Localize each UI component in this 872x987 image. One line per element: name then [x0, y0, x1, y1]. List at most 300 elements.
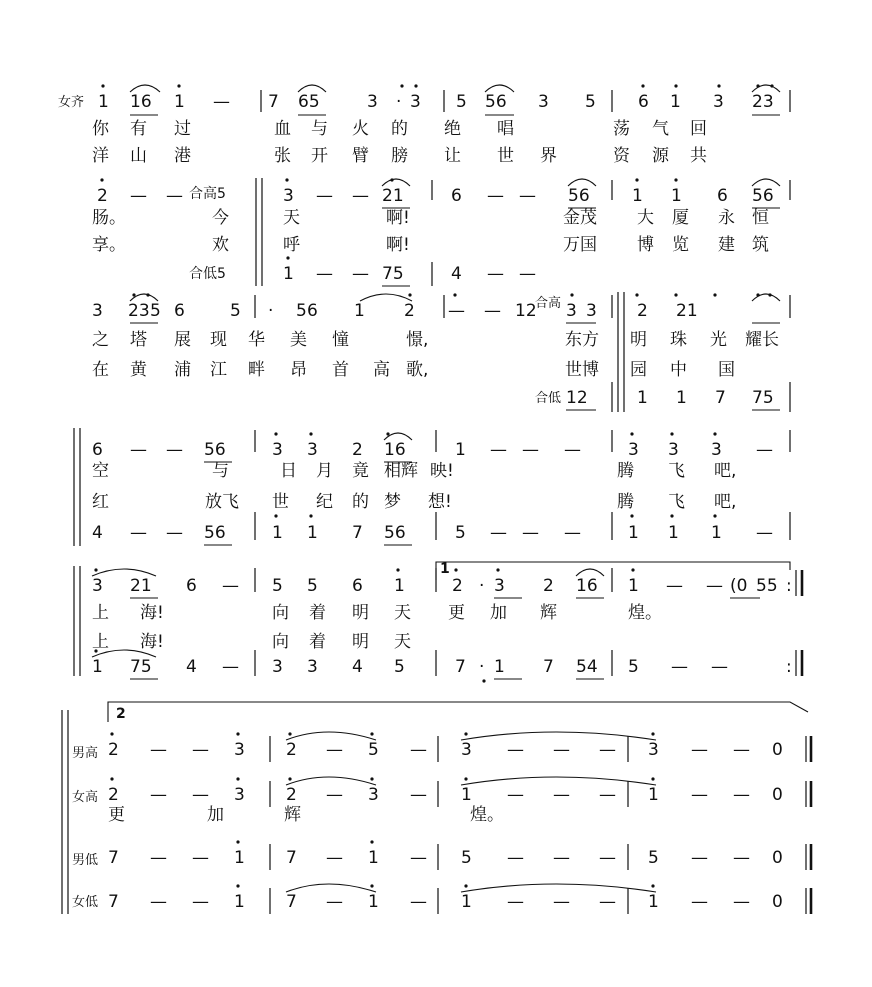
note: : — [786, 576, 792, 596]
note: — — [410, 740, 427, 760]
octave-dot — [770, 84, 773, 87]
note: — — [553, 740, 570, 760]
note: — — [410, 892, 427, 912]
lyric-syllable: 憧 — [332, 330, 349, 350]
octave-dot — [110, 777, 113, 780]
note: — — [484, 301, 501, 321]
note: 1 — [394, 576, 405, 596]
note: 5 — [307, 576, 318, 596]
note: · — [479, 657, 485, 677]
octave-dot — [101, 84, 104, 87]
note: — — [213, 92, 230, 112]
note: — — [599, 740, 616, 760]
lyric-syllable: 过 — [174, 119, 191, 139]
lyric-syllable: 着 — [309, 603, 326, 623]
lyric-syllable: 竟 — [352, 461, 369, 481]
note: 3 — [307, 440, 318, 460]
note: — — [691, 740, 708, 760]
note: — — [130, 440, 147, 460]
note: — — [326, 740, 343, 760]
note: 21 — [130, 576, 152, 596]
octave-dot — [717, 84, 720, 87]
note: 3 — [367, 92, 378, 112]
octave-dot — [285, 178, 288, 181]
note: — — [316, 186, 333, 206]
note: — — [671, 657, 688, 677]
octave-dot — [309, 432, 312, 435]
lyric-syllable: 恒 — [752, 208, 769, 228]
note: — — [519, 264, 536, 284]
note: — — [564, 440, 581, 460]
note: — — [507, 785, 524, 805]
note: — — [326, 892, 343, 912]
note: — — [316, 264, 333, 284]
note: 56 — [384, 523, 406, 543]
lyric-syllable: 中 — [670, 360, 687, 380]
octave-dot — [146, 293, 149, 296]
tie — [461, 777, 656, 785]
note: — — [553, 785, 570, 805]
lyric-syllable: 加 — [490, 603, 507, 623]
lyric-syllable: 塔 — [130, 330, 147, 350]
note: — — [487, 186, 504, 206]
lyric-syllable: 资 — [613, 146, 630, 166]
note: 7 — [268, 92, 279, 112]
note: — — [410, 848, 427, 868]
lyric-syllable: 张 — [274, 146, 291, 166]
lyric-syllable: 憬, — [406, 330, 429, 350]
note: · — [479, 576, 485, 596]
tie — [286, 777, 376, 785]
note: 6 — [307, 301, 318, 321]
note: 2 — [97, 186, 108, 206]
note: 54 — [576, 657, 598, 677]
note: 1 — [494, 657, 505, 677]
note: 23 — [752, 92, 774, 112]
note: — — [519, 186, 536, 206]
part-label: 合低 — [535, 391, 562, 406]
note: 5 — [368, 740, 379, 760]
note: 3 — [668, 440, 679, 460]
lyric-syllable: 洋 — [92, 146, 109, 166]
octave-dot — [236, 732, 239, 735]
note: 6 — [717, 186, 728, 206]
note: — — [691, 892, 708, 912]
lyric-syllable: 厦 — [672, 208, 689, 228]
octave-dot — [464, 732, 467, 735]
lyric-syllable: 绝 — [444, 119, 461, 139]
note: 3 — [283, 186, 294, 206]
lyric-syllable: 园 — [630, 360, 647, 380]
note: · — [268, 301, 274, 321]
lyric-syllable: 今 — [212, 208, 229, 228]
note: 16 — [384, 440, 406, 460]
lyric-syllable: 与 — [311, 119, 328, 139]
note: 1 — [648, 785, 659, 805]
lyric-syllable: 梦 — [384, 492, 401, 512]
part-label: 女高 — [72, 790, 99, 805]
note: 5 — [230, 301, 241, 321]
octave-dot — [464, 777, 467, 780]
lyric-syllable: 回 — [690, 119, 707, 139]
octave-dot — [670, 514, 673, 517]
note: 7 — [286, 892, 297, 912]
lyric-syllable: 在 — [92, 360, 109, 380]
slur — [298, 85, 326, 92]
lyric-syllable: 国 — [718, 360, 735, 380]
note: 5 — [394, 657, 405, 677]
note: 21 — [676, 301, 698, 321]
lyric-syllable: 欢 — [212, 235, 229, 255]
note: 3 — [92, 301, 103, 321]
lyric-syllable: 想! — [428, 492, 452, 512]
octave-dot — [94, 568, 97, 571]
note: 4 — [186, 657, 197, 677]
note: 1 — [628, 523, 639, 543]
tie — [286, 884, 376, 892]
note: 16 — [576, 576, 598, 596]
note: 2 — [543, 576, 554, 596]
note: 7 — [715, 388, 726, 408]
note: 5 — [150, 301, 161, 321]
note: — — [150, 892, 167, 912]
note: 5 — [628, 657, 639, 677]
note: 6 — [638, 92, 649, 112]
lyric-syllable: 享。 — [92, 235, 126, 255]
note: 5 — [461, 848, 472, 868]
note: 3 — [566, 301, 577, 321]
note: — — [448, 301, 465, 321]
octave-dot — [386, 432, 389, 435]
note: 1 — [307, 523, 318, 543]
octave-dot — [309, 514, 312, 517]
lyric-syllable: 辉 — [284, 805, 301, 825]
note: — — [507, 848, 524, 868]
lyric-syllable: 臂 — [352, 146, 369, 166]
note: 5 — [648, 848, 659, 868]
note: 2 — [108, 740, 119, 760]
note: 7 — [455, 657, 466, 677]
octave-dot — [177, 84, 180, 87]
lyric-syllable: 腾 — [617, 461, 634, 481]
note: 1 — [637, 388, 648, 408]
note: — — [150, 785, 167, 805]
note: — — [553, 848, 570, 868]
note: 0 — [772, 848, 783, 868]
note: 3 — [586, 301, 597, 321]
note: — — [522, 440, 539, 460]
octave-dot — [713, 514, 716, 517]
lyric-syllable: 浦 — [174, 360, 191, 380]
lyric-syllable: 界 — [540, 146, 557, 166]
note: 2 — [286, 740, 297, 760]
octave-dot — [370, 732, 373, 735]
octave-dot — [370, 777, 373, 780]
note: 55 — [756, 576, 778, 596]
note: — — [222, 576, 239, 596]
note: — — [711, 657, 728, 677]
note: 6 — [352, 576, 363, 596]
lyric-syllable: 火 — [352, 119, 369, 139]
note: — — [192, 848, 209, 868]
note: — — [599, 785, 616, 805]
note: 6 — [186, 576, 197, 596]
note: — — [490, 523, 507, 543]
note: 5 — [456, 92, 467, 112]
octave-dot — [288, 777, 291, 780]
note: 56 — [485, 92, 507, 112]
note: 3 — [628, 440, 639, 460]
note: — — [487, 264, 504, 284]
note: 1 — [174, 92, 185, 112]
octave-dot — [464, 884, 467, 887]
slur — [382, 179, 410, 186]
note: — — [666, 576, 683, 596]
octave-dot — [496, 568, 499, 571]
note: 12 — [566, 388, 588, 408]
note: — — [326, 785, 343, 805]
lyric-syllable: 荡 — [613, 119, 630, 139]
octave-dot — [396, 568, 399, 571]
note: 0 — [772, 892, 783, 912]
note: — — [352, 264, 369, 284]
note: 5 — [296, 301, 307, 321]
lyric-syllable: 唱 — [497, 119, 514, 139]
lyric-syllable: 明 — [352, 603, 369, 623]
octave-dot — [768, 293, 771, 296]
lyric-syllable: 放飞 — [205, 492, 239, 512]
octave-dot — [408, 293, 411, 296]
note: 4 — [92, 523, 103, 543]
note: — — [192, 785, 209, 805]
octave-dot — [236, 884, 239, 887]
note: 3 — [538, 92, 549, 112]
lyric-syllable: 有 — [130, 119, 147, 139]
lyric-syllable: 纪 — [316, 492, 333, 512]
lyric-syllable: 天 — [394, 603, 411, 623]
octave-dot — [370, 884, 373, 887]
lyric-syllable: 日 — [280, 461, 297, 481]
note: 1 — [632, 186, 643, 206]
part-label: 女低 — [72, 895, 99, 910]
note: 2 — [108, 785, 119, 805]
note: — — [522, 523, 539, 543]
note: : — [786, 657, 792, 677]
note: 3 — [648, 740, 659, 760]
note: 1 — [368, 892, 379, 912]
note: 16 — [130, 92, 152, 112]
octave-dot — [674, 293, 677, 296]
lyric-syllable: 东方 — [565, 330, 599, 350]
note: — — [507, 892, 524, 912]
note: 1 — [670, 92, 681, 112]
lyric-syllable: 啊! — [386, 208, 410, 228]
note: 3 — [368, 785, 379, 805]
note: — — [222, 657, 239, 677]
note: 7 — [108, 892, 119, 912]
note: — — [166, 186, 183, 206]
octave-dot — [236, 840, 239, 843]
note: 75 — [130, 657, 152, 677]
note: — — [564, 523, 581, 543]
lyric-syllable: 现 — [210, 330, 227, 350]
octave-dot — [482, 679, 485, 682]
octave-dot — [390, 178, 393, 181]
note: — — [733, 848, 750, 868]
octave-dot — [674, 84, 677, 87]
octave-dot — [713, 432, 716, 435]
octave-dot — [635, 178, 638, 181]
lyric-syllable: 与 — [212, 461, 229, 481]
tie — [461, 732, 656, 740]
part-label: 合低5 — [189, 266, 226, 282]
lyric-syllable: 飞 — [668, 461, 685, 481]
octave-dot — [453, 293, 456, 296]
octave-dot — [286, 256, 289, 259]
lyric-syllable: 上 — [92, 632, 109, 652]
lyric-syllable: 向 — [272, 632, 289, 652]
note: 5 — [272, 576, 283, 596]
slur — [752, 85, 780, 92]
note: 1 — [671, 186, 682, 206]
note: — — [410, 785, 427, 805]
lyric-syllable: 天 — [283, 208, 300, 228]
note: 56 — [204, 440, 226, 460]
lyric-syllable: 美 — [290, 330, 307, 350]
lyric-syllable: 世 — [497, 146, 514, 166]
lyric-syllable: 共 — [690, 146, 707, 166]
tie — [461, 884, 656, 892]
octave-dot — [110, 732, 113, 735]
lyric-syllable: 气 — [652, 119, 669, 139]
note: 1 — [92, 657, 103, 677]
lyric-syllable: 更 — [448, 603, 465, 623]
slur — [485, 85, 514, 92]
slur — [568, 179, 596, 186]
lyric-syllable: 月 — [316, 461, 333, 481]
octave-dot — [370, 840, 373, 843]
octave-dot — [756, 293, 759, 296]
note: 3 — [711, 440, 722, 460]
slur — [92, 569, 156, 576]
note: 1 — [628, 576, 639, 596]
lyric-syllable: 耀 — [745, 330, 762, 350]
note: — — [166, 523, 183, 543]
slur — [360, 294, 412, 301]
note: — — [192, 740, 209, 760]
octave-dot — [713, 293, 716, 296]
note: 2 — [352, 440, 363, 460]
lyric-syllable: 筑 — [752, 235, 769, 255]
note: 1 — [354, 301, 365, 321]
lyric-syllable: 博 — [637, 235, 654, 255]
note: 1 — [234, 848, 245, 868]
lyric-syllable: 大 — [637, 208, 654, 228]
note: — — [733, 785, 750, 805]
note: 21 — [382, 186, 404, 206]
note: — — [691, 848, 708, 868]
note: 1 — [711, 523, 722, 543]
lyric-syllable: 腾 — [617, 492, 634, 512]
lyric-syllable: 的 — [391, 119, 408, 139]
octave-dot — [454, 568, 457, 571]
note: 3 — [272, 657, 283, 677]
note: 12 — [515, 301, 537, 321]
octave-dot — [570, 293, 573, 296]
note: — — [166, 440, 183, 460]
note: — — [130, 186, 147, 206]
note: 23 — [128, 301, 150, 321]
note: 1 — [234, 892, 245, 912]
lyric-syllable: 世博 — [565, 360, 599, 380]
part-label: 男低 — [72, 853, 99, 868]
part-label: 合高 — [535, 296, 562, 311]
note: — — [733, 892, 750, 912]
note: — — [352, 186, 369, 206]
note: 3 — [92, 576, 103, 596]
octave-dot — [414, 84, 417, 87]
octave-dot — [651, 732, 654, 735]
note: 56 — [568, 186, 590, 206]
lyric-syllable: 建 — [718, 235, 735, 255]
lyric-syllable: 煌。 — [470, 805, 504, 825]
lyric-syllable: 着 — [309, 632, 326, 652]
lyric-syllable: 映! — [430, 461, 454, 481]
lyric-syllable: 更 — [108, 805, 125, 825]
note: — — [756, 523, 773, 543]
note: 65 — [298, 92, 320, 112]
note: 0 — [772, 740, 783, 760]
lyric-syllable: 江 — [210, 360, 227, 380]
note: 1 — [676, 388, 687, 408]
note: 1 — [283, 264, 294, 284]
lyric-syllable: 煌。 — [628, 603, 662, 623]
note: 7 — [108, 848, 119, 868]
octave-dot — [674, 178, 677, 181]
note: — — [733, 740, 750, 760]
lyric-syllable: 歌, — [406, 360, 429, 380]
note: 3 — [307, 657, 318, 677]
lyric-syllable: 开 — [311, 146, 328, 166]
note: 6 — [92, 440, 103, 460]
note: — — [553, 892, 570, 912]
note: — — [130, 523, 147, 543]
volta-label: 2 — [116, 706, 126, 722]
lyric-syllable: 空 — [92, 461, 109, 481]
lyric-syllable: 明 — [352, 632, 369, 652]
lyric-syllable: 辉 — [540, 603, 557, 623]
lyric-syllable: 畔 — [248, 360, 265, 380]
lyric-syllable: 相辉 — [384, 461, 418, 481]
note: 2 — [286, 785, 297, 805]
octave-dot — [630, 432, 633, 435]
note: — — [706, 576, 723, 596]
lyric-syllable: 加 — [207, 805, 224, 825]
note: — — [490, 440, 507, 460]
note: 3 — [461, 740, 472, 760]
lyric-syllable: 珠 — [670, 330, 687, 350]
octave-dot — [630, 514, 633, 517]
octave-dot — [288, 732, 291, 735]
note: — — [192, 892, 209, 912]
lyric-syllable: 呼 — [283, 235, 300, 255]
octave-dot — [132, 293, 135, 296]
octave-dot — [756, 84, 759, 87]
note: 1 — [461, 892, 472, 912]
note: (0 — [730, 576, 748, 596]
part-label: 合高5 — [189, 186, 226, 202]
lyric-syllable: 首 — [332, 360, 349, 380]
